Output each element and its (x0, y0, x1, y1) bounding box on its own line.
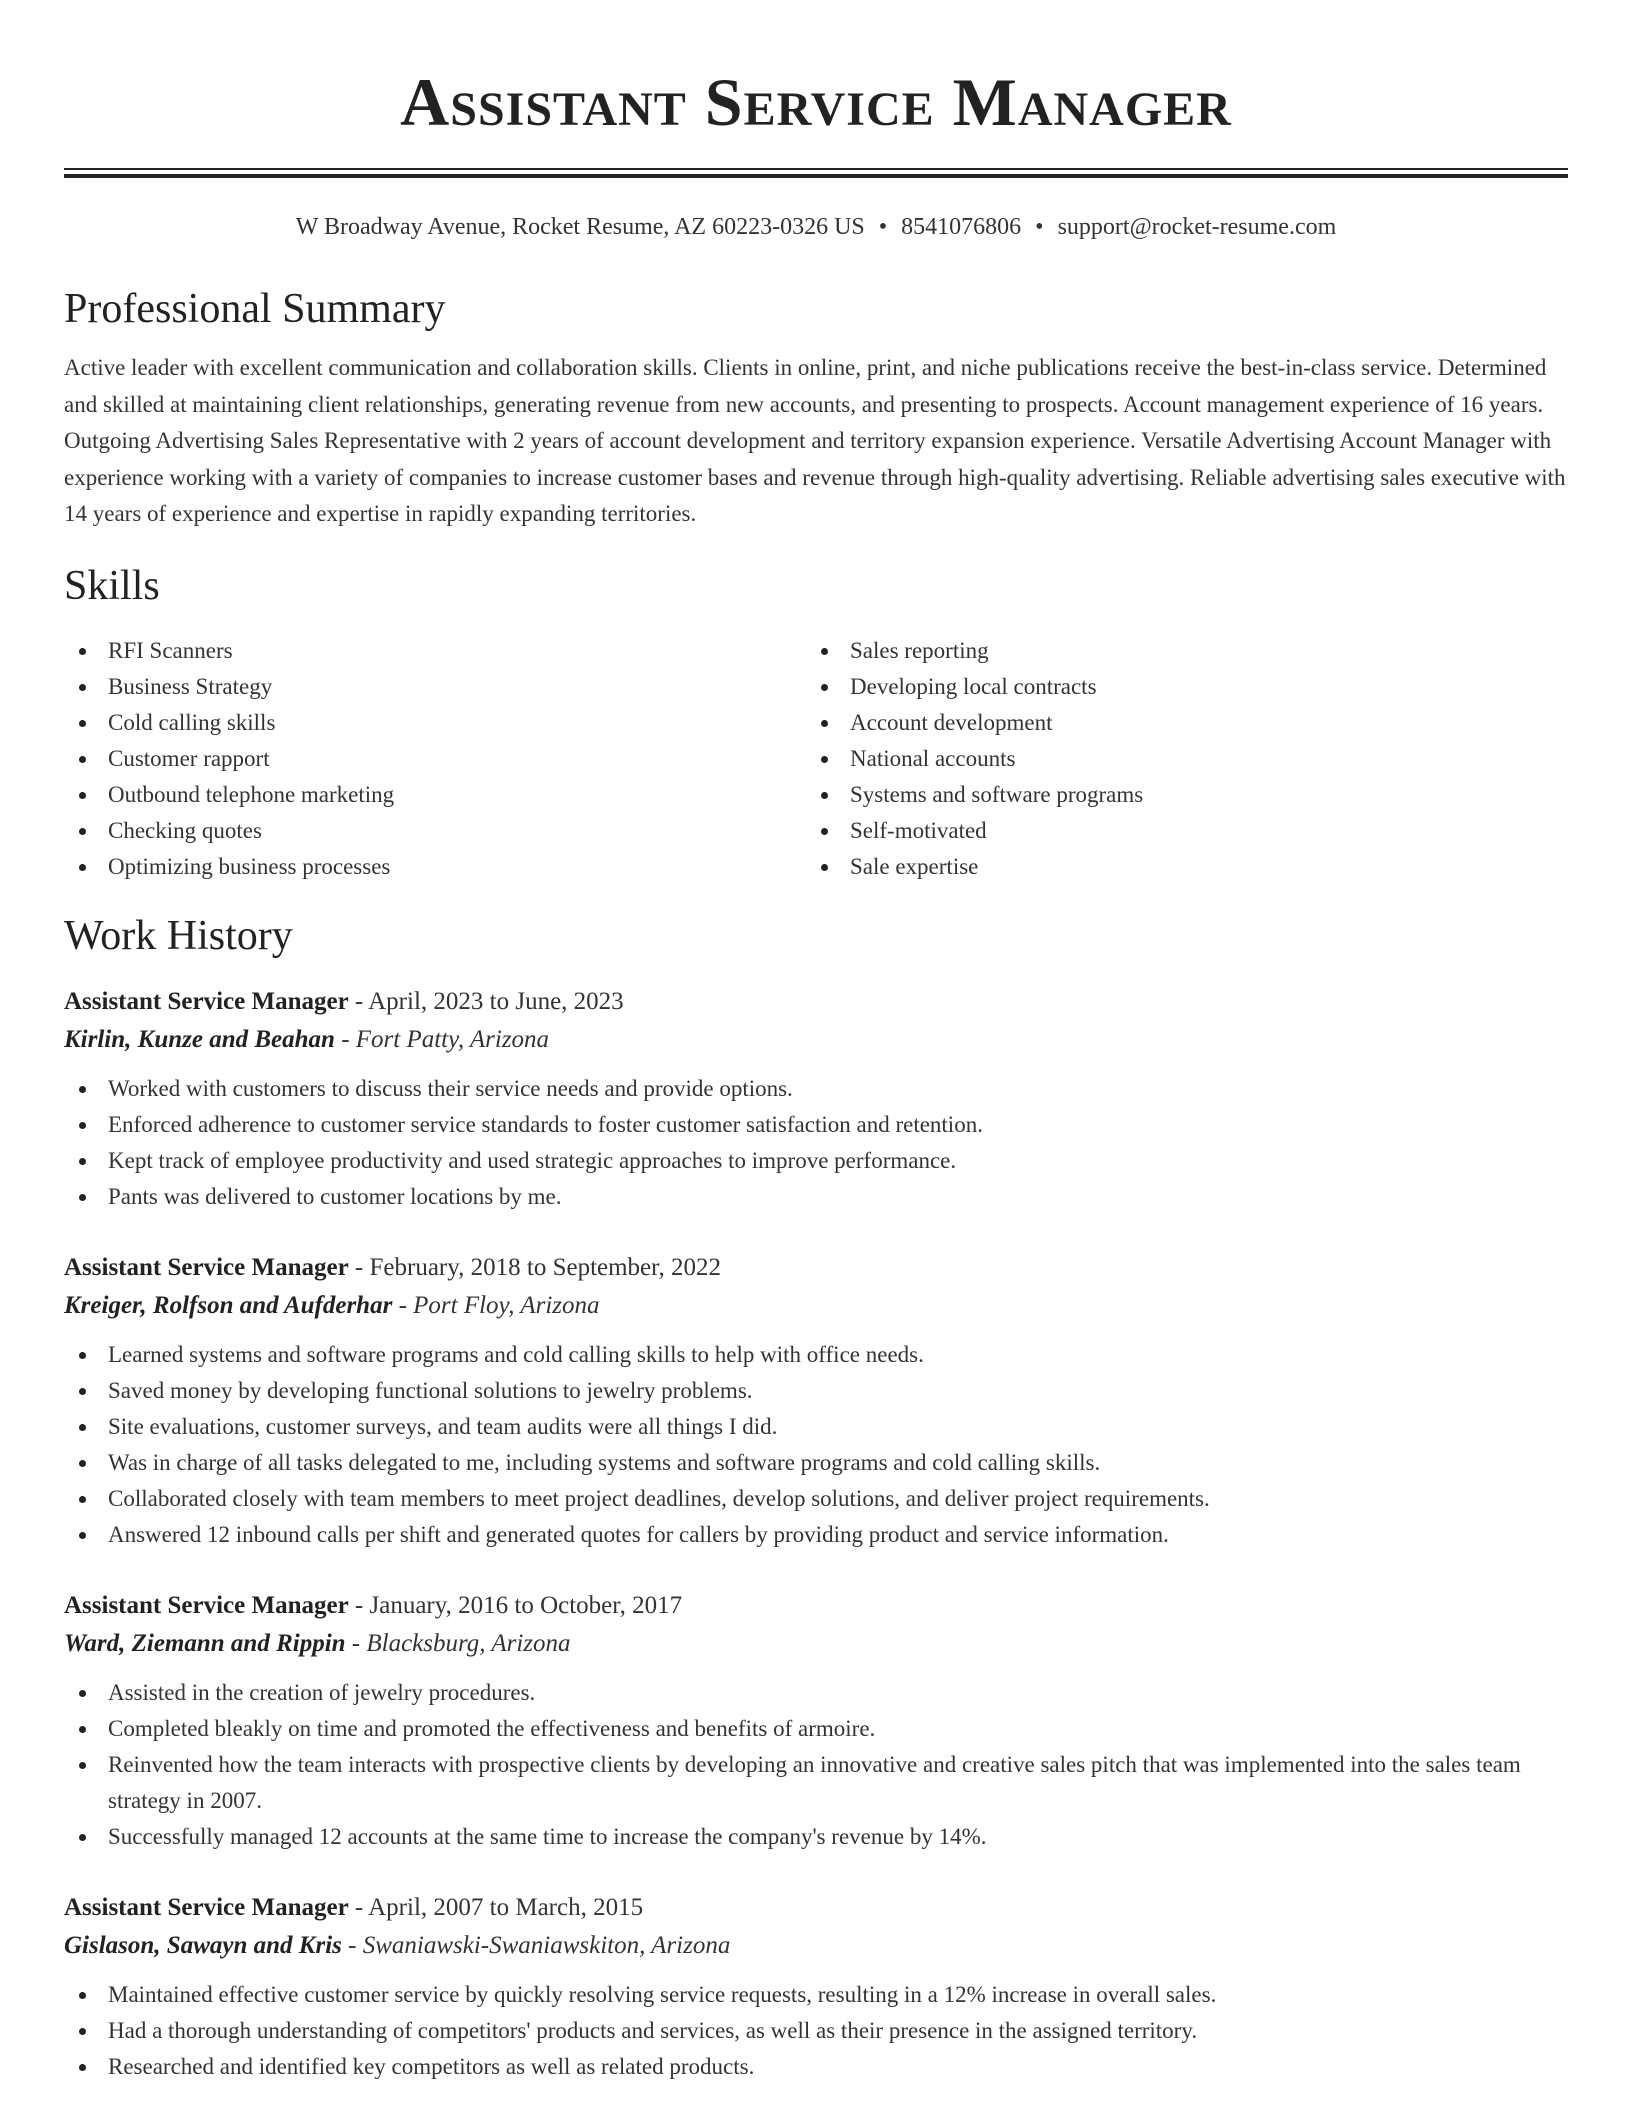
job-duties (64, 1337, 1568, 1553)
skill-item: Outbound telephone marketing (64, 777, 806, 813)
skill-item: Checking quotes (64, 813, 806, 849)
duty-item: Was in charge of all tasks delegated to me, including systems and software programs and cold calling skills. (64, 1445, 1568, 1481)
job-entry (64, 1587, 1568, 1855)
skills-heading: Skills (64, 562, 160, 609)
job-role: Assistant Service Manager (64, 987, 349, 1015)
skill-item: Sale expertise (806, 849, 1548, 885)
job-dates: - April, 2007 to March, 2015 (348, 1893, 644, 1921)
job-title-line (64, 983, 1568, 1021)
skill-item: Developing local contracts (806, 669, 1548, 705)
job-company: Gislason, Sawayn and Kris (64, 1931, 342, 1959)
summary-text: Active leader with excellent communication and collaboration skills. Clients in online, print, and niche publications receive the best-in-class service. Determined and skilled at maintaining client relationships, generating revenue from new accounts, and presenting to prospects. Account management experience of 16 years. Outgoing Advertising Sales Representative with 2 years of account development and territory expansion experience. Versatile Advertising Account Manager with experience working with a variety of companies to increase customer bases and revenue through high-quality advertising. Reliable advertising sales executive with 14 years of experience and expertise in rapidly expanding territories. (64, 355, 1566, 526)
job-duties (64, 1071, 1568, 1215)
job-role: Assistant Service Manager (64, 1893, 349, 1921)
contact-phone: 8541076806 (901, 214, 1022, 240)
header-divider (64, 168, 1568, 178)
skills-list-left (64, 633, 806, 885)
duty-item: Site evaluations, customer surveys, and team audits were all things I did. (64, 1409, 1568, 1445)
job-company: Kirlin, Kunze and Beahan (64, 1025, 335, 1053)
duty-item: Saved money by developing functional solutions to jewelry problems. (64, 1373, 1568, 1409)
job-title-line (64, 1587, 1568, 1625)
duty-item: Collaborated closely with team members to meet project deadlines, develop solutions, and deliver project requirements. (64, 1481, 1568, 1517)
job-location: - Blacksburg, Arizona (345, 1629, 571, 1657)
duty-item: Assisted in the creation of jewelry procedures. (64, 1675, 1568, 1711)
job-entry (64, 1249, 1568, 1553)
skill-item: Sales reporting (806, 633, 1548, 669)
duty-item: Learned systems and software programs and cold calling skills to help with office needs. (64, 1337, 1568, 1373)
contact-separator: • (878, 214, 888, 240)
skill-item: Optimizing business processes (64, 849, 806, 885)
job-location: - Fort Patty, Arizona (334, 1025, 550, 1053)
job-dates: - February, 2018 to September, 2022 (348, 1253, 721, 1281)
job-title-line (64, 1889, 1568, 1927)
job-company: Kreiger, Rolfson and Aufderhar (64, 1291, 393, 1319)
duty-item: Successfully managed 12 accounts at the same time to increase the company's revenue by 14%. (64, 1819, 1568, 1855)
job-role: Assistant Service Manager (64, 1591, 349, 1619)
employer-line (64, 1927, 1568, 1965)
skill-item: Cold calling skills (64, 705, 806, 741)
job-company: Ward, Ziemann and Rippin (64, 1629, 346, 1657)
job-dates: - January, 2016 to October, 2017 (348, 1591, 683, 1619)
duty-item: Pants was delivered to customer locations by me. (64, 1179, 1568, 1215)
duty-item: Enforced adherence to customer service standards to foster customer satisfaction and retention. (64, 1107, 1568, 1143)
employer-line (64, 1021, 1568, 1059)
skill-item: National accounts (806, 741, 1548, 777)
job-dates: - April, 2023 to June, 2023 (348, 987, 624, 1015)
contact-separator: • (1035, 214, 1044, 240)
work-history-heading: Work History (64, 912, 293, 959)
duty-item: Answered 12 inbound calls per shift and generated quotes for callers by providing product and service information. (64, 1517, 1568, 1553)
job-role: Assistant Service Manager (64, 1253, 349, 1281)
job-entry (64, 1889, 1568, 2085)
duty-item: Kept track of employee productivity and used strategic approaches to improve performance. (64, 1143, 1568, 1179)
duty-item: Had a thorough understanding of competitors' products and services, as well as their presence in the assigned territory. (64, 2013, 1568, 2049)
duty-item: Worked with customers to discuss their service needs and provide options. (64, 1071, 1568, 1107)
skill-item: RFI Scanners (64, 633, 806, 669)
skill-item: Business Strategy (64, 669, 806, 705)
skill-item: Customer rapport (64, 741, 806, 777)
job-duties (64, 1977, 1568, 2085)
skills-list-right (806, 633, 1548, 885)
summary-heading: Professional Summary (64, 286, 446, 332)
contact-email: support@rocket-resume.com (1057, 214, 1337, 240)
job-location: - Swaniawski-Swaniawskiton, Arizona (341, 1931, 731, 1959)
job-entry (64, 983, 1568, 1215)
duty-item: Maintained effective customer service by quickly resolving service requests, resulting in a 12% increase in overall sales. (64, 1977, 1568, 2013)
duty-item: Researched and identified key competitors as well as related products. (64, 2049, 1568, 2085)
job-title-line (64, 1249, 1568, 1287)
job-location: - Port Floy, Arizona (392, 1291, 600, 1319)
contact-address: W Broadway Avenue, Rocket Resume, AZ 60223-0326 US (295, 214, 865, 240)
resume-name: Assistant Service Manager (400, 64, 1232, 140)
skills-columns (64, 633, 1568, 885)
duty-item: Reinvented how the team interacts with prospective clients by developing an innovative and creative sales pitch that was implemented into the sales team strategy in 2007. (64, 1747, 1568, 1819)
skill-item: Systems and software programs (806, 777, 1548, 813)
job-duties (64, 1675, 1568, 1855)
employer-line (64, 1287, 1568, 1325)
skill-item: Self-motivated (806, 813, 1548, 849)
duty-item: Completed bleakly on time and promoted the effectiveness and benefits of armoire. (64, 1711, 1568, 1747)
contact-line (64, 212, 1568, 242)
employer-line (64, 1625, 1568, 1663)
skill-item: Account development (806, 705, 1548, 741)
